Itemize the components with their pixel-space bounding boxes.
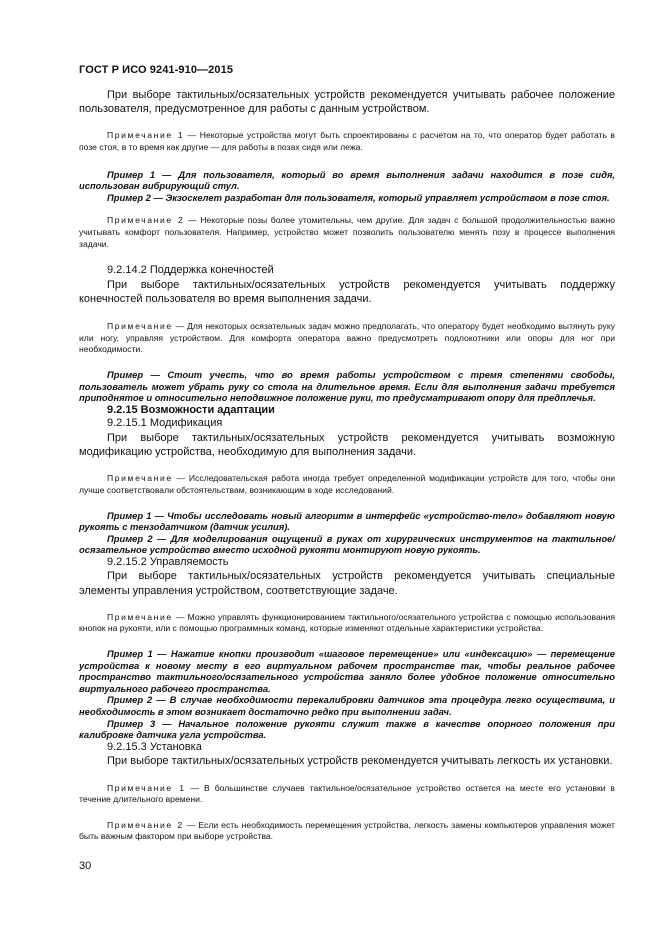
note-label: Примечание 2	[107, 819, 184, 830]
example: Пример 3 — Начальное положение рукояти служит также в качестве опорного положения при калибровке датчика угла устройства.	[79, 717, 615, 741]
note-label: Примечание 1	[107, 130, 185, 141]
note-label: Примечание	[107, 473, 173, 484]
note	[79, 783, 615, 806]
page-content	[79, 88, 615, 843]
note	[79, 820, 615, 843]
note-label: Примечание 2	[107, 215, 185, 226]
example: Пример 1 — Нажатие кнопки производит «шаговое перемещение» или «индексацию» — перемещение устройства к новому месту в его виртуальном рабочем пространстве так, чтобы реальное рабочее пространство тактильного/осязательного устройства заняло более удобное положение относительно виртуального рабочего пространства.	[79, 648, 615, 694]
section-heading: 9.2.15 Возможности адаптации	[107, 403, 275, 416]
example: Пример 2 — Для моделирования ощущений в руках от хирургических инструментов на тактильное/осязательное устройство вместо исходной рукояти монтируют новую рукоять.	[79, 532, 615, 556]
note-text: — В большинстве случаев тактильное/осязательное устройство остается на месте его установки в течение длительного времени.	[79, 782, 616, 805]
note	[79, 321, 615, 356]
note-text: — Некоторые позы более утомительны, чем другие. Для задач с большой продолжительностью важно учитывать комфорт пользователя. Например, устройство может позволить пользователю менять позу в процессе выполнения задачи.	[79, 215, 616, 249]
note-text: — Если есть необходимость перемещения устройства, легкость замены компьютеров управления может быть важным фактором при выборе устройства.	[79, 819, 615, 842]
section-heading: 9.2.14.2 Поддержка конечностей	[107, 264, 274, 277]
paragraph: При выборе тактильных/осязательных устройств рекомендуется учитывать рабочее положение пользователя, предусмотренное для работы с данным устройством.	[79, 89, 615, 116]
example: Пример 2 — Экзоскелет разработан для пользователя, который управляет устройством в позе стоя.	[107, 191, 610, 203]
note-label: Примечание	[107, 611, 173, 622]
standard-header: ГОСТ Р ИСО 9241-910—2015	[79, 64, 234, 76]
note	[79, 215, 615, 250]
paragraph: При выборе тактильных/осязательных устройств рекомендуется учитывать поддержку конечностей пользователя во время выполнения задачи.	[79, 278, 615, 305]
note	[79, 473, 615, 496]
note-text: — Исследовательская работа иногда требует определенной модификации устройств для того, чтобы они лучше соответствовали обстоятельствам, возникающим в ходе исследований.	[79, 473, 615, 495]
paragraph: При выборе тактильных/осязательных устройств рекомендуется учитывать возможную модификацию устройства, необходимую для выполнения задачи.	[79, 431, 615, 459]
example: Пример 1 — Чтобы исследовать новый алгоритм в интерфейс «устройство-тело» добавляют новую рукоять с тензодатчиком (датчик усилия).	[79, 509, 615, 533]
note-text: — Некоторые устройства могут быть спроектированы с расчетом на то, что оператор будет работать в позе стоя, в то время как другие — для работы в позах сидя или лежа.	[79, 130, 616, 152]
note-label: Примечание 1	[107, 782, 186, 793]
note	[79, 130, 615, 153]
note-label: Примечание	[107, 321, 173, 332]
example: Пример — Стоит учесть, что во время работы устройством с тремя степенями свободы, пользователь может убрать руку со стола на длительное время. Если для выполнения задачи требуется приподнятое и относительно неподвижное положение руки, то предусматривают опору для предплечья.	[79, 368, 615, 404]
section-heading: 9.2.15.3 Установка	[107, 740, 202, 753]
paragraph: При выборе тактильных/осязательных устройств рекомендуется учитывать специальные элементы управления устройством, соответствующие задаче.	[79, 570, 615, 597]
example: Пример 2 — В случае необходимости перекалибровки датчиков эта процедура легко осуществима, и необходимость в этом возникает достаточно редко при выполнении задач.	[79, 694, 615, 718]
page-number: 30	[79, 860, 92, 872]
note-text: — Можно управлять функционированием тактильного/осязательного устройства с помощью использования кнопок на рукояти, или с помощью программных команд, которые изменяют отдельные характеристики устройства.	[79, 611, 615, 634]
paragraph: При выборе тактильных/осязательных устройств рекомендуется учитывать легкость их установки.	[107, 755, 613, 768]
section-heading: 9.2.15.2 Управляемость	[107, 555, 229, 568]
note	[79, 612, 615, 635]
note-text: — Для некоторых осязательных задач можно предполагать, что оператору будет необходимо вытянуть руку или ногу, управляя устройством. Для комфорта оператора важно предусмотреть подлокотники или опоры для ног при необходимости.	[79, 321, 615, 355]
section-heading: 9.2.15.1 Модификация	[107, 417, 223, 430]
example: Пример 1 — Для пользователя, который во время выполнения задачи находится в позе сидя, использован вибрирующий стул.	[79, 168, 615, 192]
